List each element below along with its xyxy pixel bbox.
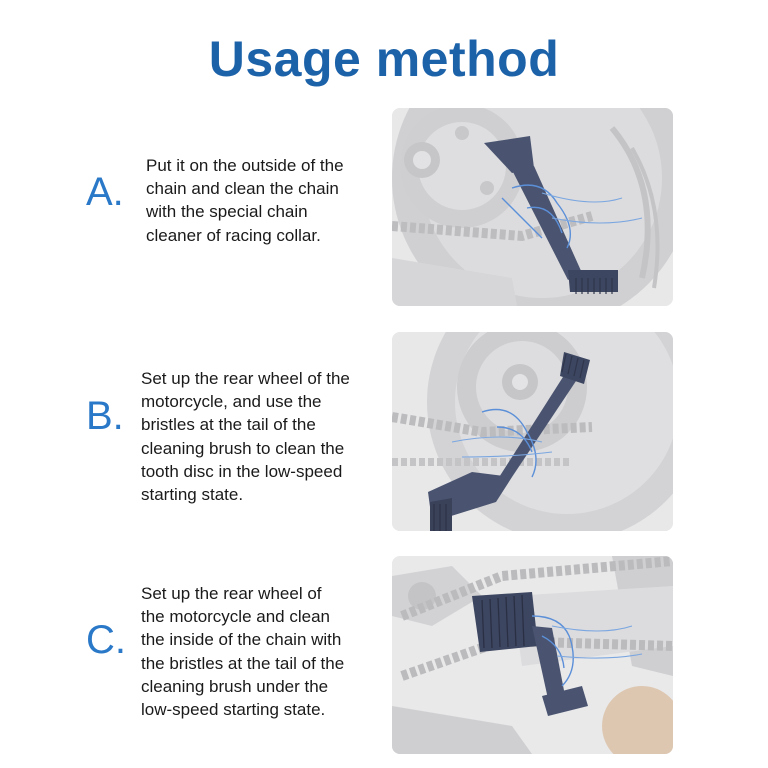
page-title: Usage method: [208, 31, 560, 87]
step-letter: B.: [86, 394, 124, 438]
step-description: [141, 367, 350, 506]
brush-on-outer-chain-photo: [392, 108, 673, 306]
step-line: Put it on the outside of the: [146, 156, 344, 175]
step-line: with the special chain: [146, 202, 308, 222]
step-line: the motorcycle and clean: [141, 607, 330, 627]
step-line: low-speed starting state.: [141, 700, 326, 720]
brush-on-inner-chain-photo: [392, 556, 673, 754]
step-letter: A.: [86, 170, 124, 214]
step-line: the inside of the chain with: [141, 630, 342, 650]
step-line: cleaning brush under the: [141, 676, 329, 696]
step-line: the bristles at the tail of the: [141, 653, 345, 673]
step-line: cleaning brush to clean the: [141, 438, 345, 458]
step-line: Set up the rear wheel of: [141, 584, 322, 603]
step-line: cleaner of racing collar.: [146, 225, 321, 245]
cropped-heading-strip: [108, 0, 660, 6]
step-line: motorcycle, and use the: [141, 392, 322, 412]
brush-on-sprocket-photo: [392, 332, 673, 531]
step-line: chain and clean the chain: [146, 179, 339, 199]
step-line: starting state.: [141, 485, 244, 505]
step-description: [146, 154, 344, 247]
step-letter: C.: [86, 618, 126, 662]
step-line: Set up the rear wheel of the: [141, 369, 350, 388]
step-description: [141, 582, 344, 721]
step-line: bristles at the tail of the: [141, 415, 316, 435]
step-line: tooth disc in the low-speed: [141, 461, 343, 481]
